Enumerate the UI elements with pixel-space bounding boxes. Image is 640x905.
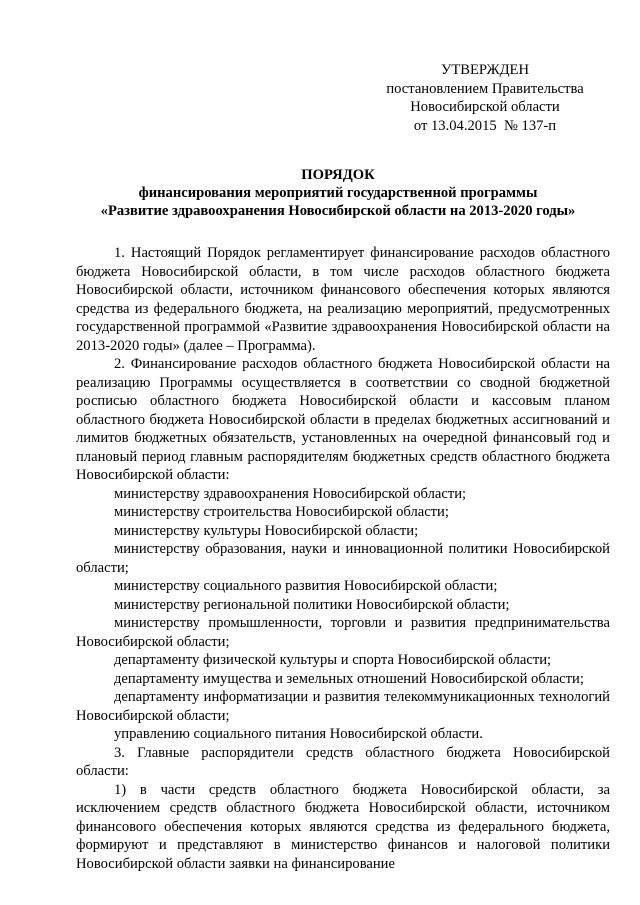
list-item: министерству культуры Новосибирской области; [114, 522, 419, 539]
list-item: департаменту имущества и земельных отношений Новосибирской области; [114, 670, 584, 687]
list-item: министерству промышленности, торговли и развития предпринимательства Новосибирской области; [76, 615, 610, 650]
paragraph-3-1: 1) в части средств областного бюджета Новосибирской области, за исключением средств областного бюджета Новосибирской области, источником финансового обеспечения которых являются средства из федерального бюджета, формируют и представляют в министерство финансов и налоговой политики Новосибирской области заявки на финансирование [76, 781, 610, 872]
list-item: министерству строительства Новосибирской области; [114, 504, 449, 520]
list-item: министерству региональной политики Новосибирской области; [114, 596, 510, 613]
approval-line: постановлением Правительства [386, 80, 584, 97]
paragraph-1: 1. Настоящий Порядок регламентирует финансирование расходов областного бюджета Новосибирской области, в том числе расходов областного бюджета Новосибирской области, источником финансового обеспечения которых являются средства из федерального бюджета, на реализацию мероприятий, предусмотренных государственной программой «Развитие здравоохранения Новосибирской области на 2013-2020 годы» (далее – Программа). [76, 245, 610, 354]
title-line: финансирования мероприятий государственной программы [138, 185, 538, 201]
title-heading: ПОРЯДОК [301, 167, 375, 183]
list-item: департаменту физической культуры и спорта Новосибирской области; [114, 652, 552, 668]
paragraph-2: 2. Финансирование расходов областного бюджета Новосибирской области на реализацию Программы осуществляется в соответствии со сводной бюджетной росписью областного бюджета Новосибирской области и кассовым планом областного бюджета Новосибирской области в пределах бюджетных ассигнований и лимитов бюджетных обязательств, установленных на очередной финансовый год и плановый период главным распорядителям бюджетных средств областного бюджета Новосибирской области: [76, 356, 610, 483]
approval-date-number: от 13.04.2015 № 137-п [413, 117, 557, 134]
list-item: министерству образования, науки и инновационной политики Новосибирской области; [76, 541, 610, 576]
document-body [76, 244, 610, 873]
list-item: министерству социального развития Новосибирской области; [114, 578, 498, 594]
document-title [70, 166, 606, 220]
title-line: «Развитие здравоохранения Новосибирской области на 2013-2020 годы» [100, 203, 576, 219]
approval-line: Новосибирской области [410, 99, 560, 115]
paragraph-3: 3. Главные распорядители средств областного бюджета Новосибирской области: [76, 744, 610, 779]
approval-title: УТВЕРЖДЕН [441, 62, 529, 78]
list-item: департаменту информатизации и развития телекоммуникационных технологий Новосибирской области; [76, 689, 610, 724]
list-item: министерству здравоохранения Новосибирской области; [114, 485, 467, 502]
approval-stamp [380, 61, 590, 135]
list-item: управлению социального питания Новосибирской области. [114, 726, 483, 742]
